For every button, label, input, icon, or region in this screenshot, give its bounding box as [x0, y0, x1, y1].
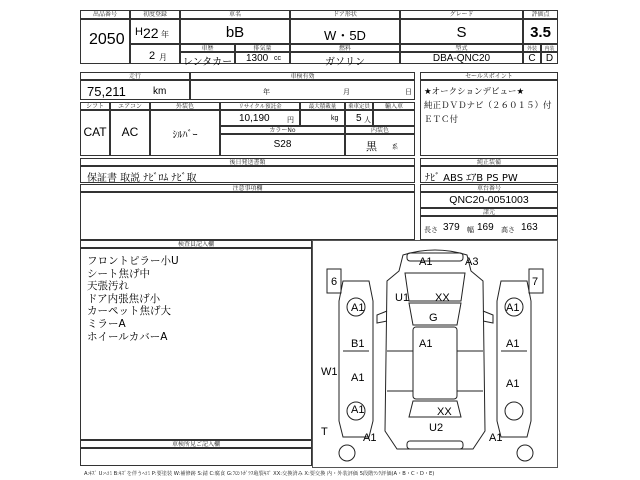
- dmg-front-right: A3: [465, 256, 479, 268]
- use-box: [180, 52, 235, 68]
- inspection-line: ミラーA: [87, 317, 126, 330]
- equipment-label: 純正装備: [420, 158, 558, 166]
- door-box: [290, 19, 400, 44]
- model-label: 型式: [400, 44, 523, 52]
- interior-color: 黒: [366, 141, 377, 153]
- dmg-hood-xx: XX: [435, 292, 450, 304]
- lot-number: 2050: [89, 31, 125, 48]
- dmg-left-w1: W1: [321, 366, 338, 378]
- score-label: 評価点: [523, 10, 558, 19]
- dmg-right-rear: A1: [506, 378, 520, 390]
- shift: CAT: [83, 125, 107, 139]
- dmg-left-low: A1: [351, 404, 365, 416]
- mileage-box: [80, 80, 190, 100]
- door-label: ドア形状: [290, 10, 400, 19]
- dmg-front-left: A1: [419, 256, 433, 268]
- load-label: 最大積載量: [300, 102, 345, 110]
- ext-grade: C: [528, 53, 536, 64]
- inspection-line: カーペット焦げ大: [87, 305, 171, 318]
- use-history: レンタカー: [182, 57, 233, 68]
- cap-box: [345, 110, 373, 126]
- fuel-label: 燃料: [290, 44, 400, 52]
- box-7: 7: [532, 276, 539, 288]
- inspection-label: 検査員記入欄: [80, 240, 312, 248]
- disp-label: 排気量: [235, 44, 290, 52]
- ac-label: エアコン: [110, 102, 150, 110]
- grade-label: グレード: [400, 10, 523, 19]
- dmg-rear-left: A1: [363, 432, 377, 444]
- recycle-box: [220, 110, 300, 126]
- ac-box: [110, 110, 150, 156]
- first-reg-label: 初度登録: [130, 10, 180, 19]
- mileage: 75,211: [87, 84, 126, 99]
- cap-label: 乗車定員: [345, 102, 373, 110]
- color-number: S28: [273, 139, 292, 150]
- dmg-right-front: A1: [506, 302, 520, 314]
- int-box: [541, 52, 558, 64]
- dmg-left-front: A1: [351, 302, 365, 314]
- sales-points-label: セールスポイント: [420, 72, 558, 80]
- inspect-label: 車検有効: [190, 72, 415, 80]
- model-code: DBA-QNC20: [432, 53, 491, 64]
- reg-year: 22: [143, 25, 159, 41]
- dims-box: [420, 216, 558, 240]
- equipment-value: ﾅﾋﾞ ABS ｴｱB PS PW: [425, 173, 518, 184]
- chassis-label: 車台番号: [420, 184, 558, 192]
- int-grade: D: [545, 53, 554, 64]
- inspection-box: [80, 248, 312, 440]
- cap-unit: 人: [364, 117, 371, 124]
- dmg-left-rear: A1: [351, 372, 365, 384]
- fuel: ガソリン: [325, 57, 365, 68]
- recycle-unit: 円: [287, 117, 294, 124]
- owner-box: [80, 448, 312, 466]
- dmg-rear-right: A1: [489, 432, 503, 444]
- mileage-label: 走行: [80, 72, 190, 80]
- score-box: [523, 19, 558, 44]
- inspection-line: 天張汚れ: [87, 280, 129, 293]
- year-unit: 年: [161, 30, 169, 39]
- dmg-rear-u2: U2: [429, 422, 444, 434]
- inspect-year-unit: 年: [263, 89, 270, 96]
- length-label: 長さ: [424, 227, 438, 234]
- sales-point-3: ＥＴＣ付: [424, 115, 459, 125]
- dmg-left-b1: B1: [351, 338, 365, 350]
- notes-label: 注意事項欄: [80, 184, 415, 192]
- dmg-roof: A1: [419, 338, 433, 350]
- interior-label: 内装色: [345, 126, 415, 134]
- postdocs-box: [80, 166, 415, 183]
- shift-box: [80, 110, 110, 156]
- notes-box: [80, 192, 415, 240]
- ext-box: [523, 52, 541, 64]
- box-t: T: [321, 426, 328, 438]
- shift-label: シフト: [80, 102, 110, 110]
- length-value: 379: [443, 222, 460, 233]
- height-label: 高さ: [501, 227, 515, 234]
- dmg-hood-u1: U1: [395, 292, 410, 304]
- inspection-line: ドア内張焦げ小: [87, 292, 161, 305]
- legend: A:ｷｽﾞ U:ﾍｺﾐ B:ｷｽﾞを伴うﾍｺﾐ P:要塗装 W:補修跡 S:錆 C:腐食 G:ﾌﾛﾝﾄｶﾞﾗｽ亀裂ｷｽﾞ XX:交換済み X:要交換 内・外装評価 5段階ﾗﾝｸ評価(A・B・C・D・E): [84, 471, 435, 477]
- inspection-notes: [87, 255, 179, 343]
- car-diagram-box: [312, 240, 558, 468]
- inspect-box: [190, 80, 415, 100]
- postdocs-value: 保証書 取説 ﾅﾋﾞﾛﾑ ﾅﾋﾞ取: [87, 173, 197, 184]
- era: H: [135, 26, 143, 38]
- load-box: [300, 110, 345, 126]
- dmg-rear-xx: XX: [437, 406, 452, 418]
- grade: S: [456, 24, 467, 41]
- import-label: 輸入車: [373, 102, 415, 110]
- inspection-line: シート焦げ中: [87, 267, 150, 280]
- first-reg-month-box: [130, 44, 180, 64]
- score: 3.5: [530, 24, 551, 41]
- recycle-label: リサイクル預託金: [220, 102, 300, 110]
- postdocs-label: 後日発送書類: [80, 158, 415, 166]
- inspect-day-unit: 日: [405, 89, 412, 96]
- inspect-month-unit: 月: [343, 89, 350, 96]
- disp-box: [235, 52, 290, 64]
- reg-month: 2: [149, 50, 156, 62]
- door-type: W・5D: [324, 28, 366, 43]
- lot-label: 出品番号: [80, 10, 130, 19]
- width-value: 169: [477, 222, 494, 233]
- width-label: 幅: [467, 227, 474, 234]
- chassis-number: QNC20-0051003: [449, 194, 529, 206]
- car-name: bB: [225, 24, 245, 41]
- ext-label: 外装: [523, 44, 541, 52]
- capacity: 5: [356, 113, 362, 124]
- dmg-windshield: G: [429, 312, 438, 324]
- import-box: [373, 110, 415, 126]
- model-box: [400, 52, 523, 64]
- colorno-box: [220, 134, 345, 156]
- disp-unit: cc: [274, 55, 281, 62]
- mileage-unit: km: [153, 86, 167, 97]
- auction-sheet: [80, 10, 558, 470]
- inspection-line: フロントピラー小U: [87, 255, 179, 267]
- dmg-right-mid: A1: [506, 338, 520, 350]
- sales-point-1: ★オークションデビュー★: [424, 87, 525, 97]
- colorno-label: カラーNo: [220, 126, 345, 134]
- color-box: [150, 110, 220, 156]
- chassis-box: [420, 192, 558, 208]
- exterior-color: ｼﾙﾊﾞｰ: [172, 130, 198, 141]
- displacement: 1300: [246, 53, 269, 64]
- name-label: 車名: [180, 10, 290, 19]
- grade-box: [400, 19, 523, 44]
- lot-box: [80, 19, 130, 64]
- interior-unit: 系: [392, 145, 399, 151]
- int-label: 内装: [541, 44, 558, 52]
- first-reg-year-box: [130, 19, 180, 44]
- interior-box: [345, 134, 415, 156]
- equipment-box: [420, 166, 558, 183]
- height-value: 163: [521, 222, 538, 233]
- recycle-fee: 10,190: [239, 113, 270, 124]
- car-diagram: [313, 241, 557, 467]
- sales-point-2: 純正ＤＶＤナビ（２６０１５）付: [424, 101, 552, 111]
- inspection-line: ホイールカバーA: [87, 330, 168, 343]
- use-label: 車歴: [180, 44, 235, 52]
- fuel-box: [290, 52, 400, 68]
- owner-label: 車検所見ご記入欄: [80, 440, 312, 448]
- aircon: AC: [121, 125, 139, 139]
- load-unit: kg: [331, 115, 339, 122]
- month-unit: 月: [159, 53, 167, 62]
- sales-points-box: [420, 80, 558, 156]
- dims-label: 諸元: [420, 208, 558, 216]
- box-6: 6: [331, 276, 338, 288]
- color-label: 外装色: [150, 102, 220, 110]
- car-name-box: [180, 19, 290, 44]
